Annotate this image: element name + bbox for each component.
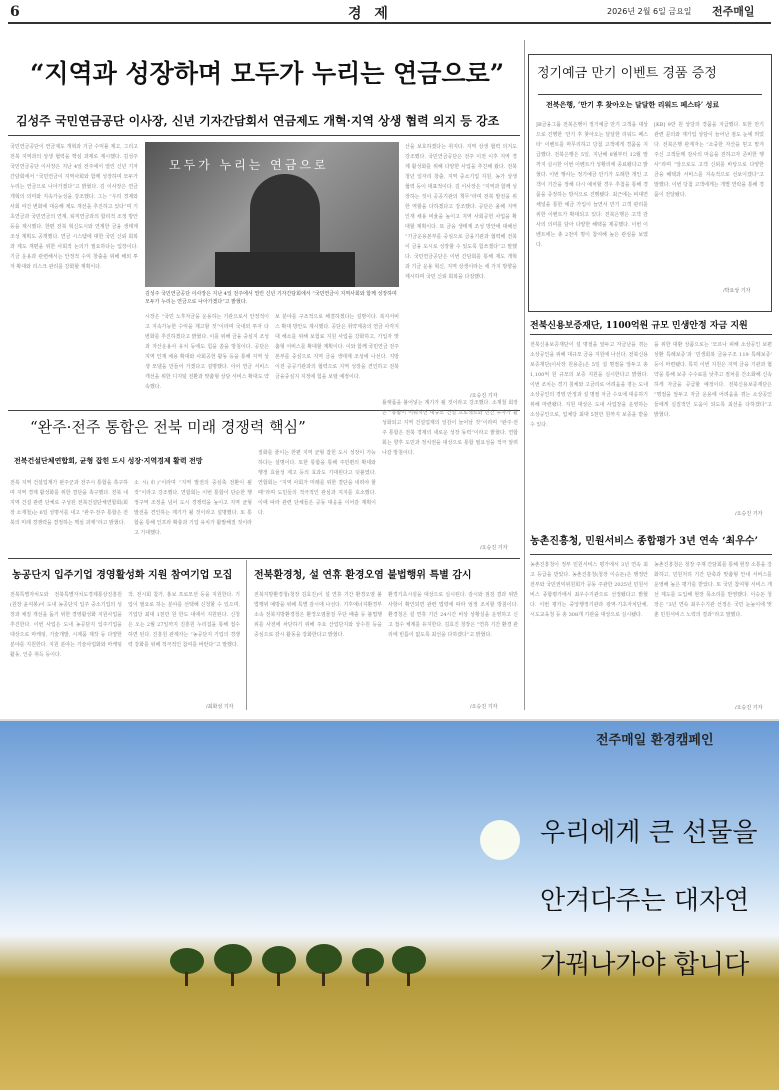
credit-headline: 전북신용보증재단, 1100억원 규모 민생안정 자금 지원	[530, 321, 748, 331]
event-col-1: JB금융그룹 전북은행이 정기예금 만기 고객을 대상으로 진행한 ‘만기 후 찾아오는 달달한 리워드 페스타’ 이벤트를 마무리하고 당첨 고객에게 경품을 지급했다. 전북은행은 5일, 지난해 8월부터 12월 말까지 실시한 이번 이벤트가 성황리에 종료됐다고 밝혔다. 이번 행사는 정기예금 만기가 도래한 개인 고객이 기간을 정해 다시 예치할 경우 추첨을 통해 경품을 증정하는 방식으로 진행됐다. 최근에는 비대면 채널을 통한 예금 가입이 늘면서 만기 고객 관리를 위한 이벤트가 확대되고 있다. 전북은행은 고객 감사의 의미를 담아 다양한 혜택을 제공했다. 이번 이벤트에는 총 2천여 명이 참여해 높은 관심을 보였다.	[536, 122, 648, 248]
lead-photo	[145, 142, 399, 287]
env-col-2: 환경기초시설을 대상으로 실시된다. 감시와 점검 결과 위반 사항이 확인되면 관련 법령에 따라 엄정 조치할 방침이다. 환경청은 설 연휴 기간 24시간 비상 상황실을 운영하고 신고 접수 체계를 유지한다. 김효진 청장은 “연휴 기간 환경 관리에 빈틈이 없도록 최선을 다하겠다”고 밝혔다.	[388, 592, 518, 638]
header-rule	[8, 22, 771, 24]
tree-trunk	[366, 972, 369, 986]
event-subheadline: 전북은행, ‘만기 후 찾아오는 달달한 리워드 페스타’ 성료	[546, 100, 720, 109]
rural-col-1: 농촌진흥청이 정부 민원서비스 평가에서 3년 연속 최고 등급을 받았다. 농촌진흥청(청장 이승돈)은 행정안전부와 국민권익위원회가 공동 주관한 2025년 민원서비스 종합평가에서 최우수기관으로 선정됐다고 밝혔다. 이번 평가는 중앙행정기관과 광역·기초자치단체, 시도교육청 등 총 308개 기관을 대상으로 실시됐다.	[530, 562, 648, 618]
section-title: 경 제	[348, 6, 392, 22]
tree-trunk	[277, 972, 280, 986]
event-rule	[538, 94, 762, 95]
credit-col-1: 전북신용보증재단이 설 명절을 앞두고 자금난을 겪는 소상공인을 위해 대규모 금융 지원에 나선다. 전북신용보증재단(이사장 원용준)은 5일 설 명절을 앞두고 총 1,100억 원 규모의 보증 지원을 실시한다고 밝혔다. 이번 조치는 경기 침체와 고금리로 어려움을 겪는 도내 소상공인의 경영 안정과 설 명절 자금 수요에 대응하기 위해 마련됐다. 지원 대상은 도내 사업장을 운영하는 소상공인으로, 업체당 최대 5천만 원까지 보증을 받을 수 있다.	[530, 342, 648, 428]
credit-byline: /오승진 기자	[735, 511, 763, 517]
tree-icon	[262, 946, 296, 974]
photo-banner-text: 모두가 누리는 연금으로	[169, 158, 329, 172]
tree-icon	[352, 948, 384, 974]
env-col-1: 전북지방환경청(청장 김효진)이 설 연휴 기간 환경오염 불법행위 예방을 위해 특별 감시에 나선다. 기후에너지환경부 소속 전북지방환경청은 환경오염물질 무단 배출 등 불법행위를 사전에 차단하기 위해 주요 산업단지와 상수원 등을 중심으로 감시 활동을 강화한다고 밝혔다.	[254, 592, 382, 638]
photo-caption: 김성주 국민연금공단 이사장은 지난 4일 전주에서 열린 신년 기자간담회에서 “국민연금이 지역사회와 함께 성장하며 모두가 누리는 연금으로 나아가겠다”고 밝혔다.	[145, 291, 397, 305]
farm-headline: 농공단지 입주기업 경영활성화 지원 참여기업 모집	[12, 570, 233, 581]
campaign-line-2: 안겨다주는 대자연	[540, 886, 750, 916]
tree-icon	[170, 948, 204, 974]
tree-icon	[214, 944, 252, 974]
lead-col-2: 시장은 “국민 노후자금을 운용하는 기관으로서 안정적이고 지속가능한 수익을 제고할 것”이라며 국내외 투자 다변화를 추진하겠다고 밝혔다. 이를 위해 금융 중심지 조성과 자산운용사 유치 등에도 힘을 쏟을 방침이다. 공단은 지역 인재 채용 확대와 사회공헌 활동 등을 통해 지역 상생 모델을 만들어 가겠다고 설명했다. 이어 연금 서비스 개선을 위한 디지털 전환과 맞춤형 상담 서비스 확대도 약속했다.	[145, 314, 269, 390]
wanju-subheadline: 전북건설단체연합회, 균형 잡힌 도시 성장·지역경제 활력 전망	[14, 456, 203, 465]
farm-col-2: 작, 전시회 참가, 홍보 프로모션 등을 지원한다. 기업이 필요로 하는 분야를 선택해 신청할 수 있으며, 기업당 최대 1천만 원 한도 내에서 지원된다. 신청은 오는 2월 27일까지 진흥원 누리집을 통해 접수하면 된다. 진흥원 관계자는 “농공단지 기업의 경쟁력 강화를 위해 적극적인 참여를 바란다”고 말했다.	[128, 592, 240, 648]
lead-col-3: 보 분야를 구조적으로 해결하겠다는 설명이다. 복지서비스 확대 방안도 제시했다. 공단은 취약계층의 연금 사각지대 해소를 위해 보험료 지원 사업을 강화하고, 가입자 맞춤형 서비스를 확대할 계획이다. 이와 함께 국민연금 전주 본부를 중심으로 지역 금융 생태계 조성에 나선다. 지방 이전 공공기관과의 협력으로 지역 성장을 견인하고 전북 금융중심지 지정에 힘을 보탤 예정이다.	[275, 314, 399, 380]
credit-col-2: 을 위한 대환 상품으로는 ‘모르나 피해 소상공인 보편상환 특례보증’과 ‘민생회복 금융구조 119 특례보증’ 등이 마련됐다. 특히 이번 지원은 지역 금융 기관과 협약을 통해 보증 수수료를 낮추고 절차를 간소화해 신속하게 자금을 공급할 예정이다. 전북신용보증재단은 “명절을 앞두고 자금 운용에 어려움을 겪는 소상공인들에게 실질적인 도움이 되도록 최선을 다하겠다”고 밝혔다.	[654, 342, 772, 418]
tree-trunk	[231, 972, 234, 986]
wanju-col-1: 전북 지역 건설업계가 완주군과 전주시 통합을 촉구하며 지역 경제 활성화를 위한 결단을 촉구했다. 전북 내 지역 건설 관련 단체로 구성된 전북건설단체연합회(회장 소재철)는 6일 성명서를 내고 “완주·전주 통합은 전북의 미래 경쟁력을 결정하는 핵심 과제”라고 밝혔다.	[10, 480, 128, 526]
wanju-col-4: 틀랫폼을 불어넣는 계기가 될 것이라고 강조했다. 소재철 회장은 “통합이 이뤄지면 대규모 건설 프로젝트와 민간 투자가 활성화되고 지역 건설업계의 일감이 늘어날 것”이라며 “완주·전주 통합은 전북 경제의 새로운 성장 동력”이라고 밝혔다. 연합회는 향후 도민과 정치권을 대상으로 통합 필요성을 적극 알려 나갈 방침이다.	[382, 400, 518, 456]
sun-glow	[480, 820, 520, 860]
lead-byline: /오승진 기자	[470, 393, 498, 399]
rural-rule	[530, 554, 772, 555]
speaker-figure	[250, 174, 320, 264]
lead-headline: “지역과 성장하며 모두가 누리는 연금으로”	[30, 59, 505, 88]
tree-icon	[306, 944, 342, 974]
farm-env-divider	[246, 560, 247, 710]
wanju-byline: /오승진 기자	[480, 545, 508, 551]
env-headline: 전북환경청, 설 연휴 환경오염 불법행위 특별 감시	[254, 570, 472, 581]
tree-trunk	[407, 972, 410, 986]
tree-icon	[392, 946, 426, 974]
event-col-2: [KB] 9만 원 상당의 경품을 지급했다. 또한 만기 관련 문의와 재가입 상담이 늘어난 점도 눈에 띄었다. 전북은행 관계자는 “소중한 자산을 믿고 맡겨주신 고객들께 감사의 마음을 전하고자 준비한 행사”라며 “앞으로도 고객 신뢰를 바탕으로 다양한 금융 혜택과 서비스를 지속적으로 선보이겠다”고 말했다. 이번 당첨 고객에게는 개별 연락을 통해 경품이 전달됐다.	[654, 122, 764, 198]
rural-byline: /오승진 기자	[735, 705, 763, 711]
lead-col-1: 국민연금공단이 연금제도 개혁과 기금 수익률 제고, 그리고 전북 지역과의 상생 협력을 핵심 과제로 제시했다. 김성주 국민연금공단 이사장은 지난 4일 전주에서 열린 신년 기자간담회에서 “국민연금이 지역사회와 함께 성장하며 모두가 누리는 연금으로 나아가겠다”고 밝혔다. 김 이사장은 연금 개혁의 의미와 지속가능성을 강조했다. 그는 “우리 경제와 사회 여건 변화에 대응해 제도 개선을 추진하고 있다”며 기초연금과 국민연금의 연계, 퇴직연금과의 합리적 조정 방안 등을 제시했다. 한편 전북 혁신도시와 연계한 금융 생태계 조성 계획도 공개했다. 연금 시스템에 대한 국민 신뢰 회복과 제도 개편을 위한 사회적 논의가 필요하다는 입장이다. 기금 운용과 관련해서는 안정적 수익 창출을 위해 해외 투자 확대와 리스크 관리를 강화할 계획이다.	[10, 144, 138, 270]
tree-trunk	[322, 972, 325, 986]
event-byline: /박요상 기자	[723, 288, 751, 294]
podium	[215, 252, 355, 287]
env-byline: /오승진 기자	[470, 704, 498, 710]
farm-byline: /최화성 기자	[206, 704, 234, 710]
campaign-title: 전주매일 환경캠페인	[596, 733, 714, 748]
column-divider	[524, 40, 525, 710]
lead-subheadline: 김성주 국민연금공단 이사장, 신년 기자간담회서 연금제도 개혁·지역 상생 협력 의지 등 강조	[16, 114, 500, 128]
campaign-line-3: 가꿔나가야 합니다	[540, 950, 750, 980]
wanju-col-3: 질화를 줄이는 한편 지역 균형 잡힌 도시 성장이 가능하다는 설명이다. 또한 통합을 통해 주민편의 확대와 행정 효율성 제고 등의 효과도 기대된다고 덧붙였다. 연합회는 “지역 사회가 미래를 위한 결단을 내려야 할 때”라며 도민들의 적극적인 관심과 지지를 호소했다. 이에 따라 관련 단체들은 공동 대응을 이어갈 계획이다.	[258, 450, 376, 516]
wanju-col-2: 소 시(市)”이라며 “지역 발전의 중심축 전환이 될 것”이라고 강조했다. 연합회는 이번 통합이 단순한 행정구역 조정을 넘어 도시 경쟁력을 높이고 지역 균형 발전을 견인하는 계기가 될 것이라고 설명했다. 또 통합을 통해 인프라 확충과 기업 유치가 활발해질 것이라고 기대했다.	[134, 480, 252, 536]
credit-rule	[530, 334, 772, 335]
lead-col-4: 산을 보호하겠다는 취지다. 지역 상생 협력 의지도 강조했다. 국민연금공단은 전주 이전 이후 지역 경제 활성화를 위해 다양한 사업을 추진해 왔다. 전북 청년 일자리 창출, 지역 중소기업 지원, 농가 상생 협력 등이 대표적이다. 김 이사장은 “지역과 함께 성장하는 것이 공공기관의 책무”라며 전북 발전을 위한 역할을 다하겠다고 강조했다. 공단은 올해 지역 인재 채용 비율을 높이고 지역 사회공헌 사업을 확대할 계획이다. 또 금융 생태계 조성 방안에 대해선 “기금운용본부를 중심으로 금융기관과 협력해 전북이 금융 도시로 성장할 수 있도록 힘쓰겠다”고 말했다. 국민연금공단은 이번 간담회를 통해 제도 개혁과 기금 운용 혁신, 지역 상생이라는 세 가지 방향을 제시하며 국민 신뢰 회복을 다짐했다.	[405, 144, 517, 280]
rural-col-2: 농촌진흥청은 청장 주재 간담회를 통해 현장 소통을 강화하고, 민원처리 기간 단축과 맞춤형 안내 서비스를 운영해 높은 평가를 받았다. 또 국민 참여형 서비스 개선 제도를 도입해 현장 목소리를 반영했다. 이승돈 청장은 “3년 연속 최우수기관 선정은 국민 눈높이에 맞춘 민원서비스 노력의 결과”라고 말했다.	[654, 562, 772, 618]
issue-date: 2026년 2월 6일 금요일	[607, 7, 692, 16]
campaign-line-1: 우리에게 큰 선물을	[540, 818, 758, 848]
page-number: 6	[10, 4, 20, 20]
farm-top-rule	[8, 558, 520, 559]
farm-col-1: 전북특별자치도와 전북특별자치도경제통상진흥원(원장 윤여봉)이 도내 농공단지 입주 중소기업의 성장과 체질 개선을 돕기 위한 경영활성화 지원사업을 추진한다. 이번 사업은 도내 농공단지 입주기업을 대상으로 마케팅, 기술개발, 시제품 제작 등 다양한 분야를 지원한다. 지원 분야는 기술사업화와 마케팅 활동, 인증 취득 등이다.	[10, 592, 122, 658]
rural-headline: 농촌진흥청, 민원서비스 종합평가 3년 연속 ‘최우수’	[530, 536, 759, 547]
tree-trunk	[185, 972, 188, 986]
lead-rule	[8, 135, 520, 136]
wanju-headline: “완주·전주 통합은 전북 미래 경쟁력 핵심”	[30, 418, 306, 436]
event-headline: 정기예금 만기 이벤트 경품 증정	[537, 66, 717, 81]
paper-name: 전주매일	[712, 5, 755, 18]
